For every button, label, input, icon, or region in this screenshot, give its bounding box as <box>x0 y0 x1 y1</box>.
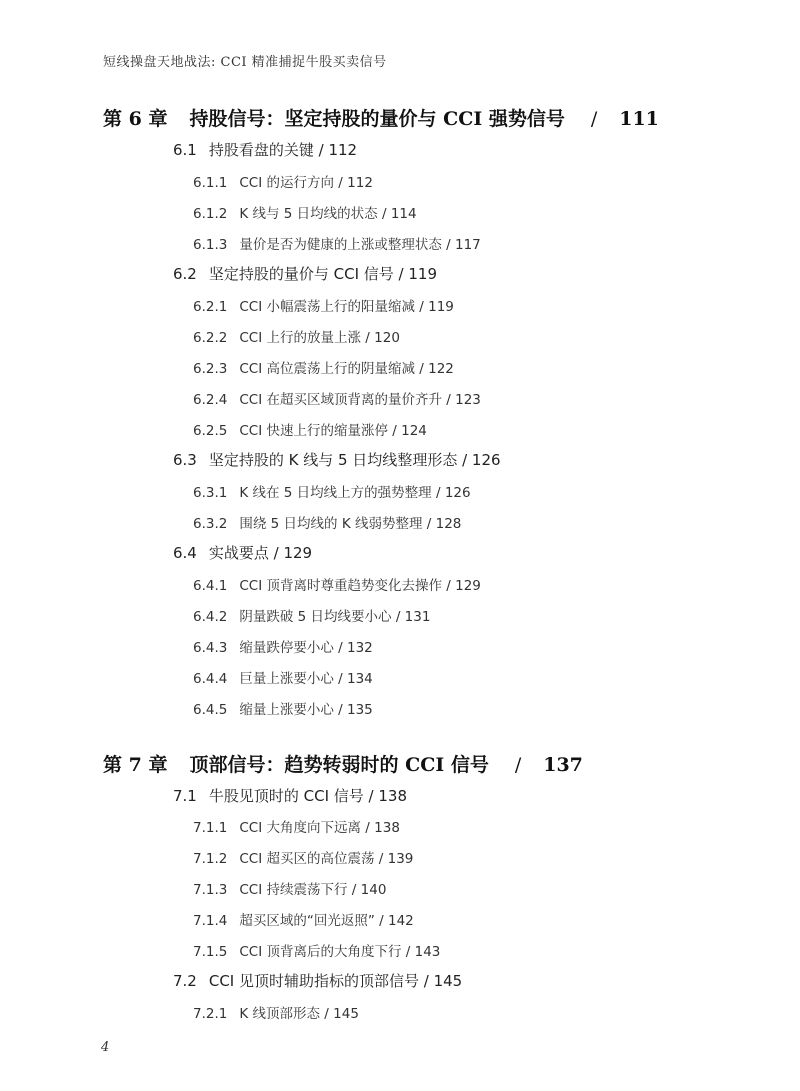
subsection-page: 124 <box>401 423 427 439</box>
subsection-title: 巨量上涨要小心 <box>239 671 334 687</box>
subsection-page: 135 <box>347 702 373 718</box>
running-head: 短线操盘天地战法: CCI 精准捕捉牛股买卖信号 <box>103 55 387 70</box>
subsection-entry: 7.1.2 CCI 超买区的高位震荡 / 139 <box>193 851 414 867</box>
subsection-entry: 6.3.1 K 线在 5 日均线上方的强势整理 / 126 <box>193 485 471 501</box>
subsection-page: 123 <box>455 392 481 408</box>
section-title: 实战要点 <box>208 544 269 562</box>
subsection-title: 阴量跌破 5 日均线要小心 <box>239 609 392 625</box>
subsection-page: 114 <box>390 206 417 222</box>
subsection-number: 6.2.2 <box>193 330 228 346</box>
subsection-title: CCI 的运行方向 <box>239 175 334 191</box>
section-page: 138 <box>378 787 408 805</box>
subsection-number: 6.4.4 <box>193 671 228 687</box>
section-entry: 6.2 坚定持股的量价与 CCI 信号 / 119 <box>173 265 438 283</box>
subsection-number: 6.1.3 <box>193 237 228 253</box>
subsection-title: CCI 大角度向下远离 <box>239 820 361 836</box>
subsection-title: CCI 顶背离后的大角度下行 <box>239 944 402 960</box>
subsection-page: 138 <box>374 820 400 836</box>
subsection-page: 117 <box>455 237 481 253</box>
subsection-page: 142 <box>388 913 414 929</box>
subsection-entry: 7.1.1 CCI 大角度向下远离 / 138 <box>193 820 400 836</box>
chapter-heading <box>103 750 583 777</box>
section-number: 6.1 <box>173 141 197 159</box>
subsection-number: 7.1.1 <box>193 820 228 836</box>
subsection-title: CCI 顶背离时尊重趋势变化去操作 <box>239 578 442 594</box>
section-entry: 6.3 坚定持股的 K 线与 5 日均线整理形态 / 126 <box>173 451 501 469</box>
section-page: 112 <box>328 141 358 159</box>
subsection-entry: 7.1.3 CCI 持续震荡下行 / 140 <box>193 882 387 898</box>
section-entry: 6.1 持股看盘的关键 / 112 <box>173 141 358 159</box>
subsection-title: 缩量上涨要小心 <box>239 702 334 718</box>
subsection-number: 6.2.1 <box>193 299 228 315</box>
chapter-title: 持股信号：坚定持股的量价与 CCI 强势信号 <box>189 108 565 130</box>
subsection-number: 7.1.5 <box>193 944 228 960</box>
page-number: 4 <box>101 1040 110 1055</box>
subsection-number: 7.1.2 <box>193 851 228 867</box>
section-entry: 6.4 实战要点 / 129 <box>173 544 313 562</box>
subsection-entry: 6.2.4 CCI 在超买区域顶背离的量价齐升 / 123 <box>193 392 481 408</box>
subsection-page: 131 <box>404 609 431 625</box>
section-number: 6.2 <box>173 265 197 283</box>
subsection-number: 6.3.2 <box>193 516 228 532</box>
subsection-number: 6.4.5 <box>193 702 228 718</box>
subsection-title: CCI 上行的放量上涨 <box>239 330 361 346</box>
subsection-number: 6.3.1 <box>193 485 228 501</box>
subsection-entry: 6.4.1 CCI 顶背离时尊重趋势变化去操作 / 129 <box>193 578 481 594</box>
subsection-page: 129 <box>455 578 481 594</box>
section-page: 129 <box>283 544 313 562</box>
subsection-title: CCI 在超买区域顶背离的量价齐升 <box>239 392 442 408</box>
section-title: 持股看盘的关键 <box>208 141 314 159</box>
separator: / <box>514 754 522 776</box>
section-page: 126 <box>471 451 501 469</box>
chapter-heading <box>103 104 659 131</box>
subsection-entry: 6.4.3 缩量跌停要小心 / 132 <box>193 640 373 656</box>
subsection-title: 超买区域的“回光返照” <box>239 913 375 929</box>
subsection-number: 6.2.3 <box>193 361 228 377</box>
subsection-entry: 6.2.2 CCI 上行的放量上涨 / 120 <box>193 330 400 346</box>
section-title: 坚定持股的 K 线与 5 日均线整理形态 <box>208 451 458 469</box>
subsection-entry: 6.4.5 缩量上涨要小心 / 135 <box>193 702 373 718</box>
subsection-number: 7.1.4 <box>193 913 228 929</box>
subsection-page: 132 <box>347 640 373 656</box>
subsection-title: CCI 快速上行的缩量涨停 <box>239 423 388 439</box>
subsection-page: 134 <box>347 671 373 687</box>
subsection-entry: 7.2.1 K 线顶部形态 / 145 <box>193 1006 359 1022</box>
section-number: 6.4 <box>173 544 197 562</box>
subsection-title: CCI 超买区的高位震荡 <box>239 851 375 867</box>
subsection-entry: 6.3.2 围绕 5 日均线的 K 线弱势整理 / 128 <box>193 516 462 532</box>
subsection-title: K 线在 5 日均线上方的强势整理 <box>239 485 432 501</box>
section-title: 坚定持股的量价与 CCI 信号 <box>208 265 394 283</box>
section-number: 7.1 <box>173 787 197 805</box>
subsection-number: 6.4.1 <box>193 578 228 594</box>
subsection-title: 围绕 5 日均线的 K 线弱势整理 <box>239 516 423 532</box>
subsection-page: 143 <box>414 944 441 960</box>
subsection-title: CCI 小幅震荡上行的阳量缩减 <box>239 299 415 315</box>
chapter-page: 111 <box>619 108 659 130</box>
subsection-page: 145 <box>333 1006 359 1022</box>
subsection-title: K 线顶部形态 <box>239 1006 321 1022</box>
subsection-page: 120 <box>374 330 400 346</box>
subsection-title: K 线与 5 日均线的状态 <box>239 206 378 222</box>
chapter-title: 顶部信号：趋势转弱时的 CCI 信号 <box>189 754 489 776</box>
subsection-number: 6.2.4 <box>193 392 228 408</box>
chapter-number: 第 7 章 <box>103 754 168 776</box>
subsection-title: CCI 持续震荡下行 <box>239 882 348 898</box>
chapter-number: 第 6 章 <box>103 108 168 130</box>
section-title: CCI 见顶时辅助指标的顶部信号 <box>208 972 419 990</box>
subsection-entry: 6.1.2 K 线与 5 日均线的状态 / 114 <box>193 206 417 222</box>
separator: / <box>590 108 598 130</box>
subsection-page: 122 <box>428 361 454 377</box>
section-number: 6.3 <box>173 451 197 469</box>
section-page: 145 <box>433 972 463 990</box>
section-title: 牛股见顶时的 CCI 信号 <box>208 787 364 805</box>
subsection-entry: 6.1.3 量价是否为健康的上涨或整理状态 / 117 <box>193 237 481 253</box>
section-page: 119 <box>408 265 438 283</box>
subsection-title: CCI 高位震荡上行的阴量缩减 <box>239 361 415 377</box>
subsection-entry: 6.2.3 CCI 高位震荡上行的阴量缩减 / 122 <box>193 361 454 377</box>
subsection-entry: 6.4.4 巨量上涨要小心 / 134 <box>193 671 373 687</box>
subsection-entry: 6.1.1 CCI 的运行方向 / 112 <box>193 175 373 191</box>
subsection-page: 140 <box>360 882 387 898</box>
subsection-number: 6.4.3 <box>193 640 228 656</box>
subsection-number: 6.1.2 <box>193 206 228 222</box>
subsection-entry: 7.1.4 超买区域的“回光返照” / 142 <box>193 913 414 929</box>
section-number: 7.2 <box>173 972 197 990</box>
subsection-page: 126 <box>444 485 471 501</box>
subsection-entry: 7.1.5 CCI 顶背离后的大角度下行 / 143 <box>193 944 441 960</box>
subsection-number: 6.1.1 <box>193 175 228 191</box>
subsection-entry: 6.2.5 CCI 快速上行的缩量涨停 / 124 <box>193 423 427 439</box>
subsection-entry: 6.2.1 CCI 小幅震荡上行的阳量缩减 / 119 <box>193 299 454 315</box>
subsection-page: 112 <box>347 175 373 191</box>
subsection-number: 7.2.1 <box>193 1006 228 1022</box>
section-entry: 7.1 牛股见顶时的 CCI 信号 / 138 <box>173 787 408 805</box>
chapter-page: 137 <box>543 754 583 776</box>
section-entry: 7.2 CCI 见顶时辅助指标的顶部信号 / 145 <box>173 972 463 990</box>
subsection-number: 6.2.5 <box>193 423 228 439</box>
subsection-entry: 6.4.2 阴量跌破 5 日均线要小心 / 131 <box>193 609 431 625</box>
subsection-page: 119 <box>428 299 454 315</box>
subsection-page: 128 <box>435 516 462 532</box>
subsection-number: 7.1.3 <box>193 882 228 898</box>
subsection-title: 量价是否为健康的上涨或整理状态 <box>239 237 442 253</box>
subsection-title: 缩量跌停要小心 <box>239 640 334 656</box>
subsection-page: 139 <box>387 851 414 867</box>
subsection-number: 6.4.2 <box>193 609 228 625</box>
